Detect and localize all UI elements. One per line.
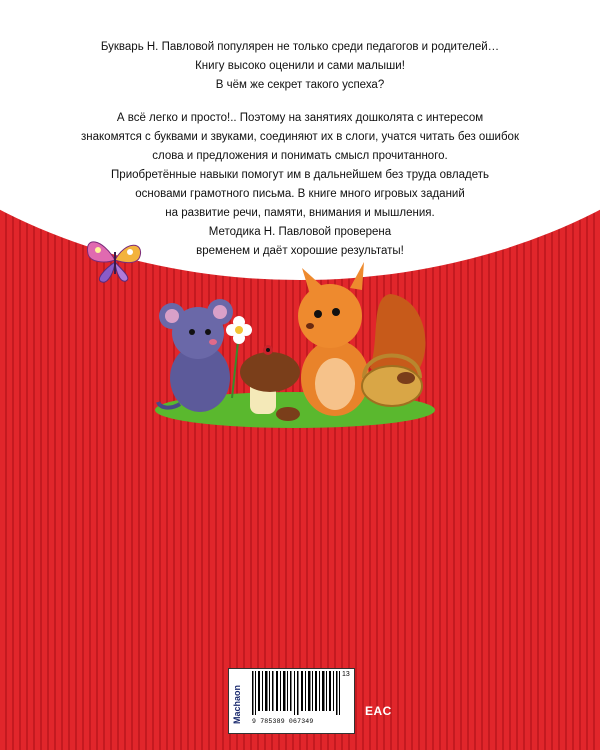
blurb-line: основами грамотного письма. В книге много игровых заданий (135, 188, 465, 200)
blurb-line: знакомятся с буквами и звуками, соединяют их в слоги, учатся читать без ошибок (81, 131, 519, 143)
blurb-line: Книгу высоко оценили и сами малыши! (195, 60, 405, 72)
blurb-line: временем и даёт хорошие результаты! (196, 245, 404, 257)
barcode-number: 9 785389 067349 (252, 718, 314, 725)
butterfly-illustration (82, 228, 148, 288)
daisy-flower (226, 316, 252, 398)
barcode-icon (252, 671, 340, 715)
blurb-line: Приобретённые навыки помогут им в дальнейшем без труда овладеть (111, 169, 489, 181)
eac-certification-mark: EAC (365, 704, 392, 718)
publisher-logo: Machaon (232, 684, 242, 724)
blurb-line: Букварь Н. Павловой популярен не только среди педагогов и родителей… (100, 41, 500, 53)
blurb-line: на развитие речи, памяти, внимания и мышления. (165, 207, 435, 219)
mouse-and-squirrel-illustration (150, 238, 440, 438)
mouse-figure (158, 299, 233, 412)
barcode-addon: 13 (342, 671, 350, 678)
blurb-line: слова и предложения и понимать смысл прочитанного. (152, 150, 448, 162)
blurb-line: А всё легко и просто!.. Поэтому на занятиях дошколята с интересом (116, 112, 484, 124)
blurb-line: В чём же секрет такого успеха? (215, 79, 385, 91)
blurb-line: Методика Н. Павловой проверена (208, 226, 392, 238)
